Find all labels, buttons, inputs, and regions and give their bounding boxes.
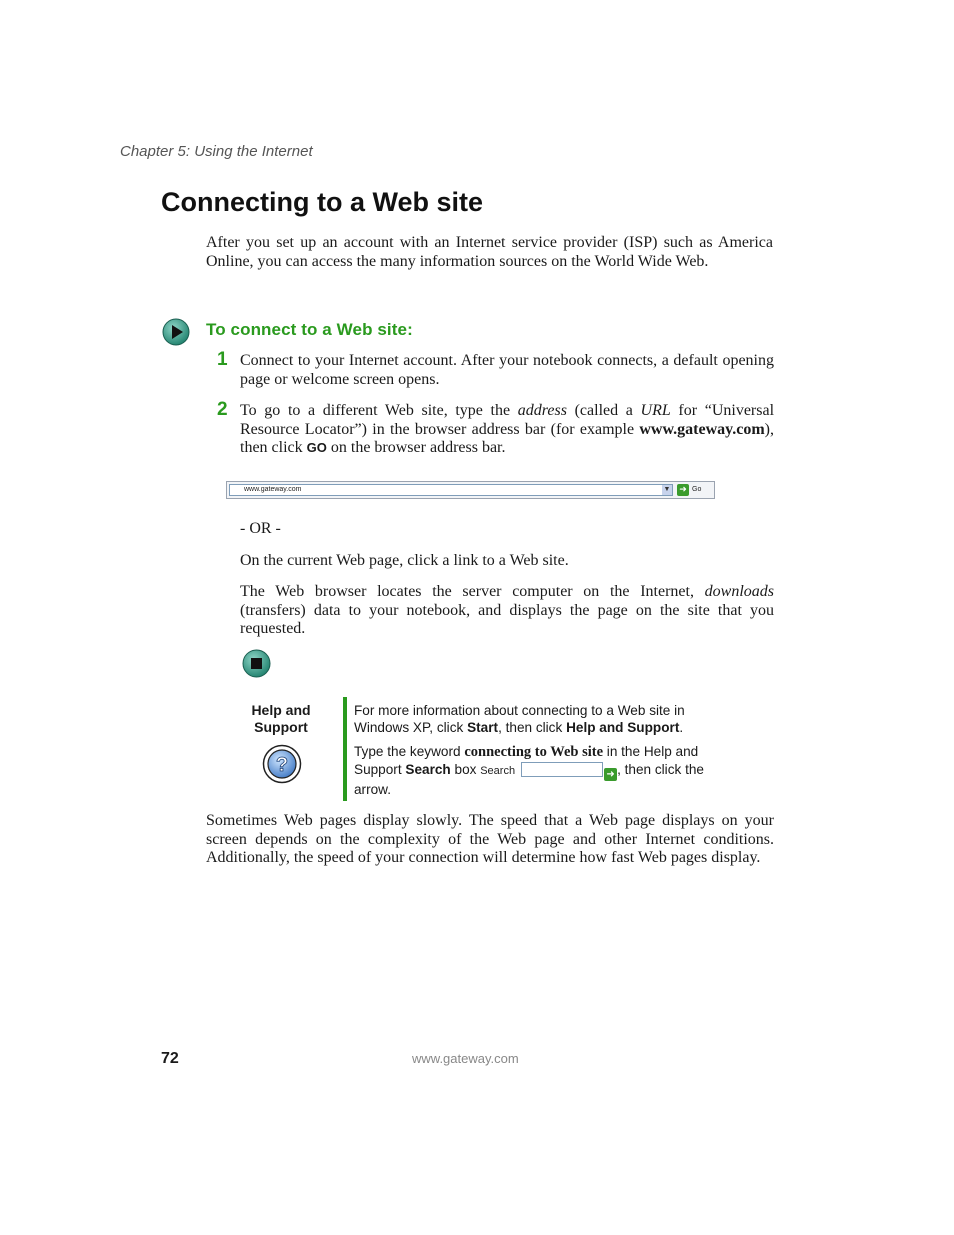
closing-paragraph: Sometimes Web pages display slowly. The speed that a Web page displays on your screen depends on the complexity of the Web page and other Internet conditions. Additionally, the speed of your connection will determine how fast Web pages display. [206, 812, 774, 867]
keyword-term: connecting to Web site [464, 744, 604, 760]
downloads-term: downloads [704, 583, 774, 600]
search-box-label: Search [480, 765, 516, 777]
search-term: Search [405, 762, 451, 777]
url-term: URL [640, 402, 671, 419]
alt-step-text: On the current Web page, click a link to a Web site. [240, 552, 569, 569]
address-field[interactable] [229, 484, 673, 496]
help-divider [343, 697, 347, 801]
go-button-label[interactable]: Go [692, 486, 702, 493]
step-number-2: 2 [217, 399, 228, 420]
step-2-part: To go to a different Web site, type the [240, 402, 518, 419]
search-input[interactable] [521, 762, 603, 777]
result-part: The Web browser locates the server computer on the Internet, [240, 583, 705, 600]
procedure-heading: To connect to a Web site: [206, 320, 413, 339]
step-2-part: on the browser address bar. [326, 439, 506, 457]
chevron-down-icon[interactable]: ▼ [663, 486, 671, 493]
browser-address-bar [226, 481, 715, 499]
step-number-1: 1 [217, 349, 228, 370]
example-url: www.gateway.com [639, 420, 765, 438]
stop-bullet-icon [242, 649, 271, 678]
help-support-term: Help and Support [566, 720, 680, 735]
help-text-part: . [679, 720, 684, 735]
help-paragraph-2 [354, 743, 714, 798]
green-arrow-bullet-icon [162, 318, 190, 346]
help-label-line1: Help and [251, 702, 311, 718]
help-question-icon [262, 744, 302, 784]
help-and-support-label [240, 702, 322, 736]
help-label-line2: Support [254, 719, 308, 735]
step-2-part: ), then click [240, 420, 774, 457]
help-paragraph-1 [354, 702, 714, 736]
result-part: (transfers) data to your notebook, and displays the page on the site that you requested. [240, 601, 774, 638]
help-text-part: , then click the arrow. [354, 762, 704, 797]
address-url: www.gateway.com [244, 486, 302, 493]
or-separator: - OR - [240, 520, 281, 537]
help-text-part: box [450, 762, 481, 777]
help-text-block [354, 702, 714, 798]
intro-paragraph: After you set up an account with an Internet service provider (ISP) such as America Online, you can access the many information sources on the World Wide Web. [206, 234, 773, 270]
step-2-text [240, 402, 774, 458]
help-text-part: For more information about connecting to a Web site in Windows XP, click [354, 703, 685, 735]
address-term: address [517, 402, 567, 419]
page-title: Connecting to a Web site [161, 187, 484, 217]
help-text-part: , then click [498, 720, 567, 735]
go-arrow-icon[interactable]: ➜ [677, 484, 689, 496]
svg-text:?: ? [275, 754, 289, 776]
chapter-header: Chapter 5: Using the Internet [120, 143, 313, 160]
footer-url: www.gateway.com [412, 1051, 519, 1066]
step-2-part: (called a [566, 402, 641, 419]
search-arrow-icon[interactable]: ➜ [604, 768, 617, 781]
result-paragraph [240, 583, 774, 639]
step-2-part: for “Universal Resource Locator”) in the browser address bar (for example [240, 402, 775, 438]
step-1-text: Connect to your Internet account. After your notebook connects, a default opening page or welcome screen opens. [240, 352, 774, 388]
page-number: 72 [161, 1050, 179, 1067]
start-term: Start [467, 720, 499, 735]
help-text-part: Type the keyword [354, 744, 465, 759]
go-keyword: GO [306, 440, 327, 456]
help-text-part: in the Help and Support [354, 744, 699, 777]
